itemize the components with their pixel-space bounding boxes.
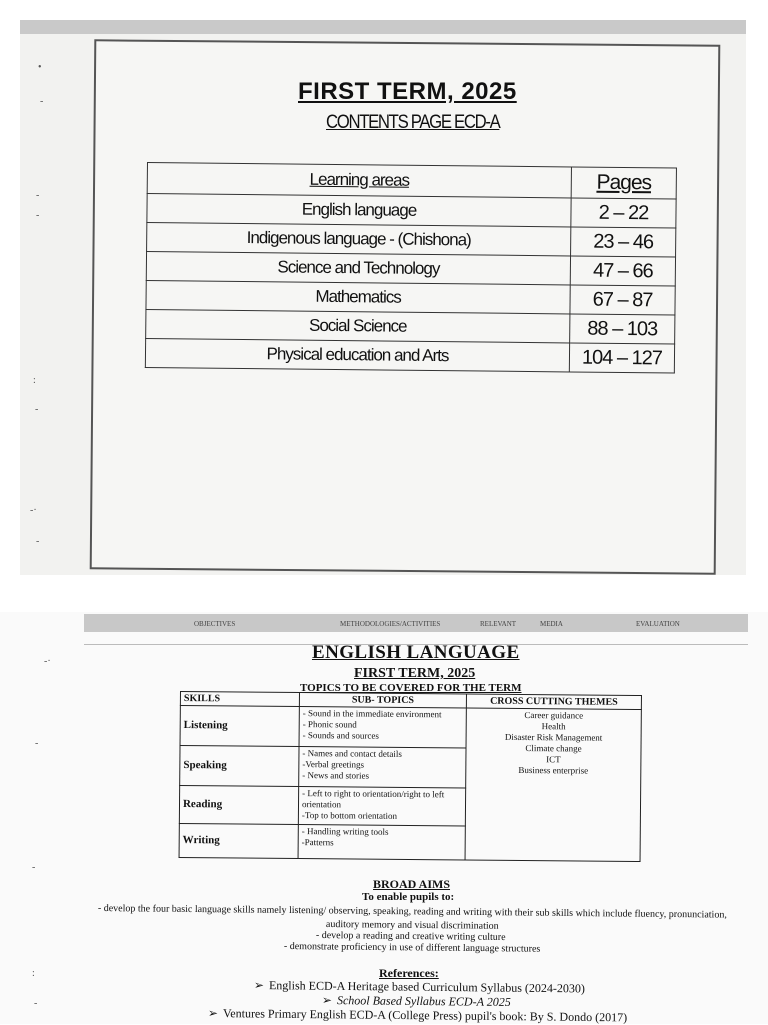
header-relevant: RELEVANT (480, 620, 517, 628)
topics-heading: TOPICS TO BE COVERED FOR THE TERM (300, 682, 522, 694)
subtopics-cell (298, 787, 465, 826)
aim-line: - develop a reading and creative writing culture (315, 930, 506, 943)
column-header-cross-cutting: CROSS CUTTING THEMES (466, 694, 641, 710)
learning-area-cell: Social Science (146, 309, 570, 342)
theme-item: ICT (546, 754, 561, 765)
table-row (145, 338, 674, 373)
cross-cutting-themes-cell (465, 708, 641, 862)
subtopic-item: - News and stories (302, 770, 370, 781)
pages-cell: 67 – 87 (570, 285, 675, 315)
learning-area-cell: Mathematics (146, 280, 570, 313)
page-title: FIRST TERM, 2025 (298, 78, 517, 105)
subtopic-item: - Handling writing tools (301, 826, 389, 837)
learning-area-cell: Physical education and Arts (145, 338, 569, 371)
skill-name: Listening (180, 706, 299, 747)
margin-mark: - (36, 536, 40, 547)
pages-cell: 23 – 46 (571, 227, 676, 257)
theme-item: Business enterprise (518, 764, 589, 776)
arrow-bullet-icon: ➢ (321, 993, 333, 1008)
column-header-pages: Pages (571, 167, 676, 199)
skills-table (179, 691, 642, 862)
reference-text: School Based Syllabus ECD-A 2025 (336, 993, 511, 1009)
learning-area-cell: English language (147, 194, 571, 227)
learning-area-cell: Indigenous language - (Chishona) (147, 223, 571, 256)
references-title: References: (379, 966, 439, 980)
subtopic-item: -Verbal greetings (302, 759, 365, 770)
aim-line: - develop the four basic language skills namely listening/ observing, speaking, reading and writing with their sub skills which include fluency, pronunciation, (97, 903, 727, 921)
contents-table (145, 162, 677, 374)
header-media: MEDIA (540, 620, 563, 628)
scheme-header-strip (84, 614, 748, 632)
margin-mark: - (34, 998, 38, 1009)
column-header-learning-areas: Learning areas (147, 163, 571, 198)
margin-mark: - (32, 862, 36, 873)
margin-mark: : (32, 968, 35, 979)
pages-cell: 88 – 103 (570, 314, 675, 344)
theme-item: Career guidance (524, 710, 584, 721)
reference-text: Ventures Primary English ECD-A (College Press) pupil's book: By S. Dondo (2017) (222, 1006, 628, 1025)
subject-title: ENGLISH LANGUAGE (312, 642, 520, 663)
margin-mark: -· (30, 505, 37, 516)
broad-aims-title: BROAD AIMS (373, 877, 451, 891)
theme-item: Health (541, 721, 566, 732)
subtopics-cell (299, 707, 466, 748)
skill-name: Reading (179, 786, 298, 825)
header-evaluation: EVALUATION (636, 620, 680, 628)
theme-item: Climate change (525, 743, 582, 754)
column-header-subtopics: SUB- TOPICS (299, 693, 466, 708)
column-header-skills: SKILLS (180, 692, 299, 707)
skill-name: Speaking (180, 746, 299, 787)
margin-mark: -· (44, 656, 51, 667)
subtopic-item: -Patterns (301, 837, 334, 848)
learning-area-cell: Science and Technology (146, 252, 570, 285)
aim-line: - demonstrate proficiency in use of different language structures (283, 941, 541, 955)
pages-cell: 47 – 66 (570, 256, 675, 286)
subtopic-item: -Top to bottom orientation (301, 810, 398, 821)
arrow-bullet-icon: ➢ (253, 978, 265, 993)
subtopic-item: - Sounds and sources (302, 730, 379, 741)
subtopics-cell (298, 825, 465, 860)
header-objectives: OBJECTIVES (194, 620, 236, 628)
pages-cell: 104 – 127 (569, 343, 674, 373)
margin-mark: - (35, 404, 39, 415)
subtopic-item: - Names and contact details (302, 748, 402, 759)
subtopic-item: - Phonic sound (302, 719, 357, 730)
margin-mark: : (33, 375, 36, 386)
arrow-bullet-icon: ➢ (207, 1006, 219, 1021)
margin-mark: - (36, 210, 40, 221)
margin-mark: - (36, 190, 40, 201)
theme-item: Disaster Risk Management (504, 731, 603, 743)
reference-text: English ECD-A Heritage based Curriculum Syllabus (2024-2030) (268, 978, 585, 996)
broad-aims-intro: To enable pupils to: (362, 891, 455, 903)
subtopics-cell (299, 747, 466, 788)
term-heading: FIRST TERM, 2025 (354, 666, 476, 681)
aim-line: auditory memory and visual discrimination (325, 919, 499, 932)
header-methodologies: METHODOLOGIES/ACTIVITIES (340, 620, 441, 628)
margin-mark: • (38, 62, 42, 73)
page-subtitle: CONTENTS PAGE ECD-A (326, 112, 500, 133)
margin-mark: - (40, 96, 44, 107)
margin-mark: - (35, 738, 39, 749)
subtopic-item: - Left to right to orientation/right to left orientation (301, 788, 445, 810)
subtopic-item: - Sound in the immediate environment (302, 708, 442, 720)
skill-name: Writing (179, 823, 298, 858)
table-row (180, 706, 641, 750)
pages-cell: 2 – 22 (571, 198, 676, 228)
